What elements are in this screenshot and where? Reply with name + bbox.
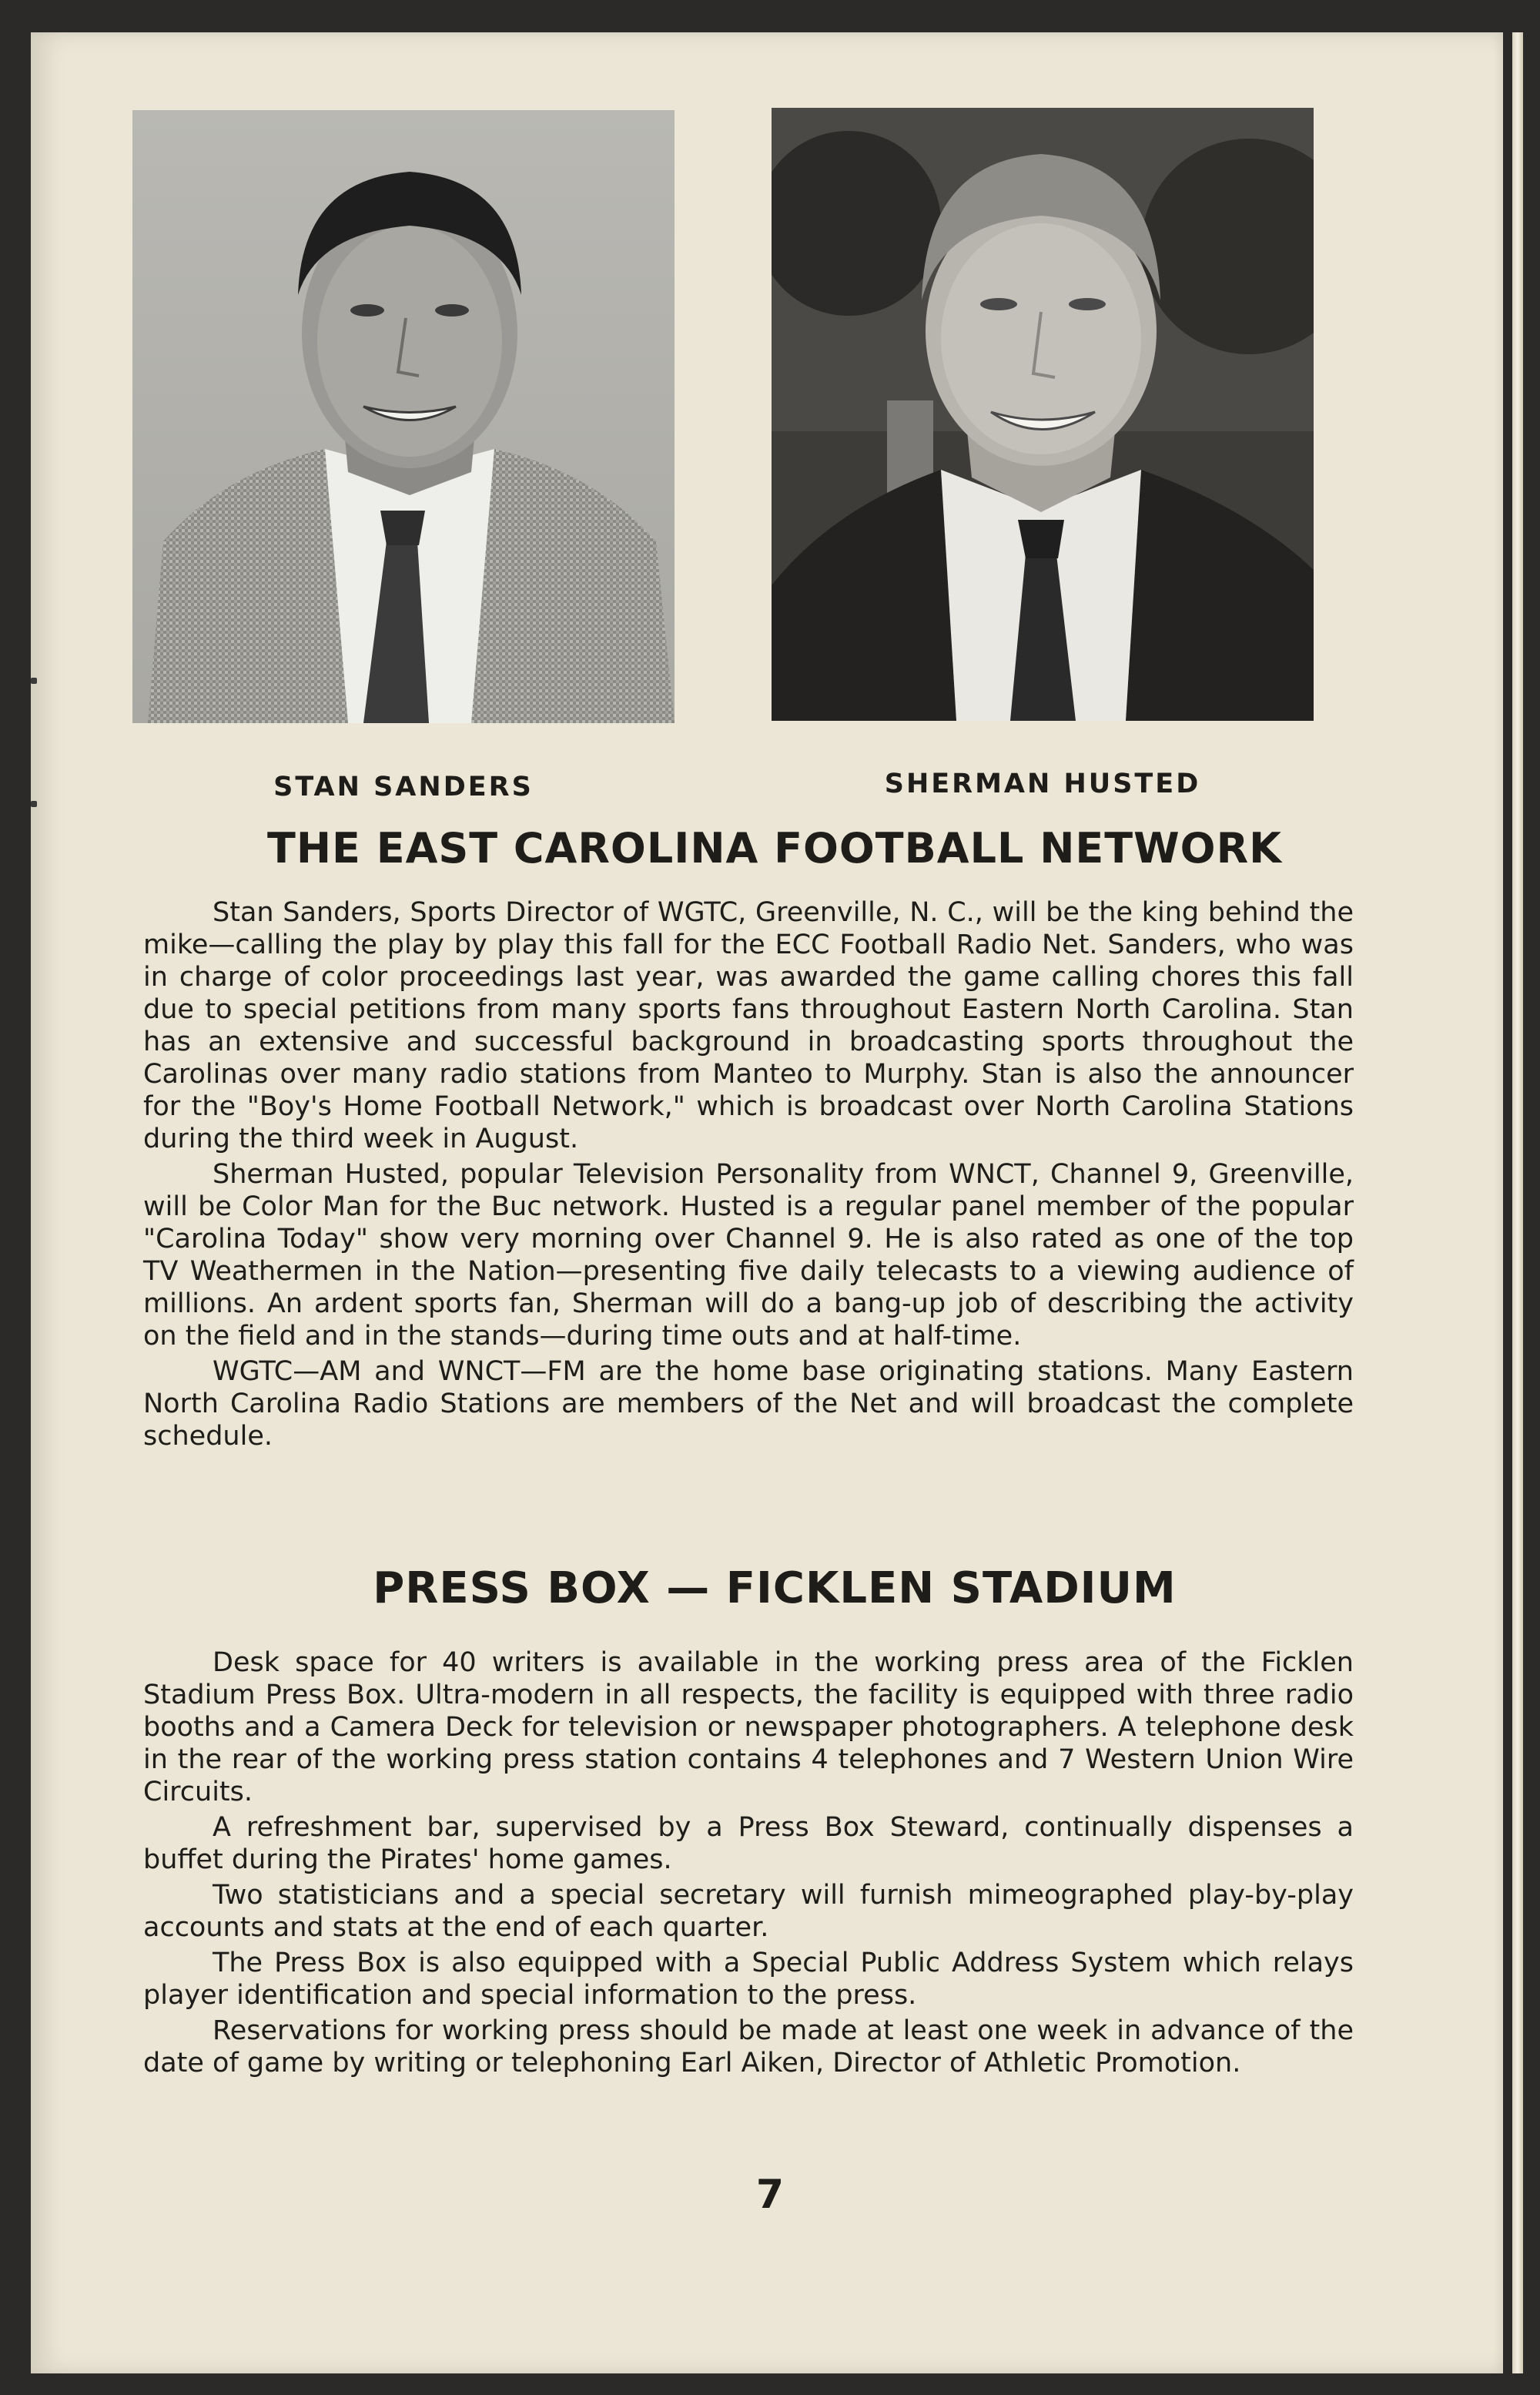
paragraph: Two statisticians and a special secretary will furnish mimeographed play-by-play accounts and stats at the end of each quarter.: [143, 1880, 1354, 1943]
paragraph: Reservations for working press should be made at least one week in advance of the date of game by writing or telephoning Earl Aiken, Director of Athletic Promotion.: [143, 2015, 1354, 2078]
paragraph: Sherman Husted, popular Television Personality from WNCT, Channel 9, Greenville, will be Color Man for the Buc network. Husted is a regular panel member of the popular "Carolina Today" show very morning over Channel 9. He is also rated as one of the top TV Weathermen in the Nation—presenting five daily telecasts to a viewing audience of millions. An ardent sports fan, Sherman will do a bang-up job of describing the activity on the field and in the stands—during time outs and at half-time.: [143, 1159, 1354, 1352]
article-pressbox: [143, 1646, 1354, 2082]
margin-mark: [31, 801, 37, 807]
paragraph: Stan Sanders, Sports Director of WGTC, Greenville, N. C., will be the king behind the mike—calling the play by play this fall for the ECC Football Radio Net. Sanders, who was in charge of color proceedings last year, was awarded the game calling chores this fall due to special petitions from many sports fans throughout Eastern North Carolina. Stan has an extensive and successful background in broadcasting sports throughout the Carolinas over many radio stations from Manteo to Murphy. Stan is also the announcer for the "Boy's Home Football Network," which is broadcast over North Carolina Stations during the third week in August.: [143, 897, 1354, 1154]
margin-mark: [31, 678, 37, 684]
paragraph: Desk space for 40 writers is available in the working press area of the Ficklen Stadium Press Box. Ultra-modern in all respects, the facility is equipped with three radio booths and a Camera Deck for television or newspaper photographers. A telephone desk in the rear of the working press station contains 4 telephones and 7 Western Union Wire Circuits.: [143, 1647, 1354, 1807]
photo-caption: SHERMAN HUSTED: [884, 769, 1201, 799]
article-network: [143, 896, 1354, 1455]
portrait-photo-stan-sanders: [132, 110, 675, 723]
paragraph: WGTC—AM and WNCT—FM are the home base originating stations. Many Eastern North Carolina Radio Stations are members of the Net and will broadcast the complete schedule.: [143, 1356, 1354, 1452]
photo-caption: STAN SANDERS: [273, 772, 534, 802]
page-edge: [1512, 32, 1523, 2373]
paragraph: A refreshment bar, supervised by a Press Box Steward, continually dispenses a buffet during the Pirates' home games.: [143, 1812, 1354, 1875]
page-number: 7: [755, 2172, 785, 2218]
section-heading-pressbox: PRESS BOX — FICKLEN STADIUM: [373, 1563, 1177, 1613]
paragraph: The Press Box is also equipped with a Special Public Address System which relays player identification and special information to the press.: [143, 1948, 1354, 2011]
section-heading-network: THE EAST CAROLINA FOOTBALL NETWORK: [266, 824, 1283, 873]
portrait-photo-sherman-husted: [772, 108, 1314, 721]
